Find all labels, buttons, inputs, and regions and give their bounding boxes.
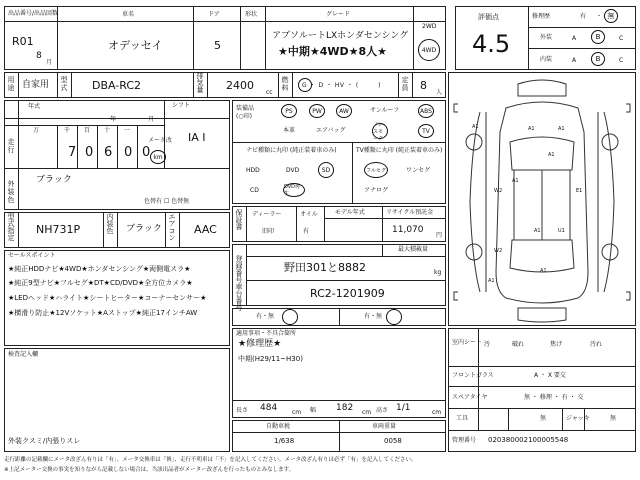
cc-label: 排気量 xyxy=(196,72,204,94)
seats-label: 定員 xyxy=(401,76,409,92)
jack-label: ジャッキ xyxy=(566,415,590,422)
condition-frame xyxy=(448,328,636,452)
interior-opt-c: C xyxy=(619,57,624,64)
nav-dvd-play: DVD再生 xyxy=(283,183,305,197)
type-label: 型式 xyxy=(60,76,68,92)
equip-airbag: エアバッグ xyxy=(316,127,346,134)
footer-line-1: 走行距離の記載欄にメータ改ざん有りは「有」、メータ交換車は「換」、走行不明車は「不」を記入してください。メータ改ざん有りは必ず「有」を記入してください。 xyxy=(4,457,417,463)
model-label: 型式指定 xyxy=(7,213,15,242)
equip-pw: PW xyxy=(309,104,325,118)
chassis-value: RC2-1201909 xyxy=(310,287,385,300)
ac-label: エアコン xyxy=(168,213,176,242)
repair-label: 修理歴 xyxy=(532,13,551,20)
feature-line-3: ★LEDヘッド★ハライト★シートヒーター★コーナーセンサー★ xyxy=(8,294,207,302)
nav-dvd: DVD xyxy=(286,167,300,174)
use-value: 自家用 xyxy=(22,80,50,90)
digit-3: 6 xyxy=(104,145,113,160)
seats-unit: 人 xyxy=(436,89,443,96)
tv-title: TV種類に丸印 (純正装着車のみ) xyxy=(356,147,443,154)
doors-label: ドア xyxy=(208,11,220,18)
note-1: ★修理歴★ xyxy=(238,339,282,349)
chassis-label: 車台番号 xyxy=(235,283,243,312)
warranty-value: 有 xyxy=(303,228,310,235)
fuel-options: G ・ D ・ HV ・ ( ) xyxy=(302,82,382,89)
interior-opt-b: B xyxy=(591,52,605,66)
grade-line1: アブソルートLXホンダセンシング xyxy=(272,31,409,41)
exterior-opt-b: B xyxy=(591,30,605,44)
auction-count: 8 xyxy=(36,51,42,61)
tv-fullseg: フルセグ xyxy=(364,162,388,178)
equip-aw: AW xyxy=(336,104,352,118)
year-unit: 年 xyxy=(110,116,117,123)
digit-4: 0 xyxy=(124,145,133,160)
repair-opt-3: 無 xyxy=(604,9,618,23)
interior-color: ブラック xyxy=(126,224,162,234)
doors-value: 5 xyxy=(214,39,221,52)
bottom-note: 外装クスミ/内張りスレ xyxy=(8,437,81,445)
dealer-label: ディーラー xyxy=(252,211,282,218)
inspection-opts: 有・無 xyxy=(256,313,275,320)
dealer-value: オイル xyxy=(300,211,318,218)
interior-item-4: 汚れ xyxy=(590,341,603,348)
width-label: 幅 xyxy=(310,407,317,414)
digit-h-4: 十 xyxy=(104,127,111,134)
dmg-label-9: A1 xyxy=(534,228,541,234)
dealer-sub: 旧印 xyxy=(262,228,275,235)
auction-count-unit: 月 xyxy=(46,59,53,66)
dmg-label-2: A1 xyxy=(558,126,565,132)
dmg-label-7: A1 xyxy=(472,124,479,130)
recycle-unit: 円 xyxy=(436,232,443,239)
equip-nonsmoke: ノンスモーク xyxy=(372,123,388,139)
length-unit: cm xyxy=(292,409,302,416)
drive-label: 2WD xyxy=(422,23,437,30)
equipment-title: 装備品 xyxy=(236,105,255,112)
height-value: 1/1 xyxy=(396,403,411,413)
repair-opt-1: 有 xyxy=(580,13,587,20)
ac-value: AAC xyxy=(194,223,217,236)
model-year-label: モデル年式 xyxy=(335,209,365,216)
interior-item-1: 汚 xyxy=(484,341,491,348)
interior-color-label: 内装色 xyxy=(106,213,114,235)
interior-seat-label: 室内シート xyxy=(452,339,483,346)
dmg-label-5: A1 xyxy=(512,178,519,184)
spare-label: スペアタイヤ xyxy=(452,394,488,401)
dmg-label-4: W2 xyxy=(494,248,503,254)
note-2: 中期(H29/11~H30) xyxy=(238,355,303,363)
features-title: セールスポイント xyxy=(8,252,56,259)
cc-value: 2400 xyxy=(226,79,254,92)
glass-label: フロントガラス xyxy=(452,372,494,379)
shape-label: 形状 xyxy=(245,11,258,18)
feature-line-2: ★純正9型ナビ★フルセグ★DT★CD/DVD★全方位カメラ★ xyxy=(8,279,193,287)
meter-note: メータ改 xyxy=(148,137,173,144)
inspection-label: 検査記入欄 xyxy=(8,351,39,358)
spare-value: 無 ・ 修理 ・ 有 ・ 交 xyxy=(524,394,584,401)
tax-label: 自動車税 xyxy=(266,423,291,430)
purpose-label: 適用事項・不具合箇所 xyxy=(236,330,297,337)
distance-label: 走行 xyxy=(7,138,15,154)
width-unit: cm xyxy=(362,409,372,416)
footer-line-2: ※上記メーター交換の事実を知りながら記載しない場合は、当該出品者がメーター改ざんを行ったものとみなします。 xyxy=(4,467,295,473)
warranty-label: 保証書 xyxy=(235,209,243,231)
interior-item-2: 破れ xyxy=(512,341,525,348)
recycle-value: 11,070 xyxy=(392,225,424,235)
manual-circle xyxy=(386,309,402,325)
auction-no-label: 出品番号/出品回数 xyxy=(8,10,59,17)
year-label: 年式 xyxy=(28,103,41,110)
width-value: 182 xyxy=(336,403,354,413)
car-name: オデッセイ xyxy=(108,39,163,52)
shift-label: シフト xyxy=(172,102,191,109)
interior-label: 内装 xyxy=(540,56,553,63)
drive-circle: 4WD xyxy=(418,39,440,61)
tools-label: 工具 xyxy=(456,415,469,422)
interior-item-3: 焦げ xyxy=(550,341,563,348)
auction-no: R01 xyxy=(12,35,34,48)
tax-value: 1/638 xyxy=(274,437,295,445)
digit-h-5: 一 xyxy=(124,127,131,134)
seats-value: 8 xyxy=(420,79,427,92)
fuel-selected-circle xyxy=(298,78,312,92)
nav-title: ナビ種類に丸印 (純正装着車のみ) xyxy=(246,147,337,154)
exterior-opt-c: C xyxy=(619,35,624,42)
repair-opt-2: ・ xyxy=(596,13,603,20)
length-label: 長さ xyxy=(236,407,249,414)
maker-label: 車名 xyxy=(122,11,135,18)
digit-1: 7 xyxy=(68,145,77,160)
dmg-label-1: A1 xyxy=(528,126,535,132)
grade-line2: ★中期★4WD★8人★ xyxy=(278,45,388,58)
weight-label: 車両重量 xyxy=(372,423,397,430)
feature-line-1: ★純正HDDナビ★4WD★ホンダセンシング★両側電スラ★ xyxy=(8,265,191,273)
equip-abs: ABS xyxy=(418,104,434,118)
tools-value: 無 xyxy=(540,415,547,422)
grade-label: グレード xyxy=(326,11,351,18)
plate-value: 野田301と8882 xyxy=(284,261,366,274)
color-label: 外装色 xyxy=(7,180,15,204)
weight-value: 0058 xyxy=(384,437,402,445)
equip-tv: TV xyxy=(418,124,434,138)
mgmt-label: 管理番号 xyxy=(452,437,477,444)
tv-analog: アナログ xyxy=(364,187,389,194)
interior-opt-a: A xyxy=(572,57,577,64)
model-code: NH731P xyxy=(36,223,81,236)
color-change-note: 色替有 ☐ 色替無 xyxy=(144,198,190,205)
use-label: 用途 xyxy=(7,76,15,92)
dmg-label-3: W2 xyxy=(494,188,503,194)
inspection-circle xyxy=(282,309,298,325)
distance-unit-circle: km xyxy=(150,150,166,164)
dmg-label-10: U1 xyxy=(558,228,565,234)
digit-h-2: 千 xyxy=(64,127,71,134)
feature-line-4: ★横滑り防止★12Vソケット★Aストップ★純正17インチAW xyxy=(8,309,198,317)
glass-value: A ・ X 要交 xyxy=(534,372,566,379)
nav-sd: SD xyxy=(318,162,334,178)
length-value: 484 xyxy=(260,403,278,413)
digit-h-3: 百 xyxy=(84,127,91,134)
score-value: 4.5 xyxy=(472,30,511,58)
color-value: ブラック xyxy=(36,175,72,185)
dmg-label-11: A1 xyxy=(540,268,547,274)
cc-unit: cc xyxy=(266,89,273,96)
nav-cd: CD xyxy=(250,187,259,194)
exterior-label: 外装 xyxy=(540,34,553,41)
equip-leather: 本革 xyxy=(283,127,296,134)
mgmt-value: 020380002100005548 xyxy=(488,436,569,444)
dmg-label-12: A1 xyxy=(488,278,495,284)
score-label: 評価点 xyxy=(478,13,499,21)
height-unit: cm xyxy=(432,409,442,416)
digit-5: 0 xyxy=(142,145,151,160)
dmg-label-8: E1 xyxy=(576,188,583,194)
digit-2: 0 xyxy=(85,145,94,160)
digit-h-1: 万 xyxy=(33,127,40,134)
equip-ps: PS xyxy=(281,104,297,118)
recycle-label: リサイクル預託金 xyxy=(386,209,434,216)
exterior-opt-a: A xyxy=(572,35,577,42)
dmg-label-6: A1 xyxy=(548,152,555,158)
equip-sunroof: サンルーフ xyxy=(370,107,400,114)
nav-hdd: HDD xyxy=(246,167,260,174)
month-unit: 月 xyxy=(148,116,155,123)
type-value: DBA-RC2 xyxy=(92,79,142,92)
plate-label: 登録番号 xyxy=(235,255,243,284)
load-unit: kg xyxy=(434,269,442,276)
shift-value: IA I xyxy=(188,131,206,144)
jack-value: 無 xyxy=(610,415,617,422)
manual-opts: 有・無 xyxy=(364,313,383,320)
equipment-title-note: (○印) xyxy=(236,113,252,120)
tv-oneseg: ワンセグ xyxy=(406,167,431,174)
car-diagram xyxy=(448,72,636,326)
fuel-label: 燃料 xyxy=(281,76,289,92)
load-label: 最大積載量 xyxy=(398,246,429,253)
height-label: 高さ xyxy=(376,407,389,414)
